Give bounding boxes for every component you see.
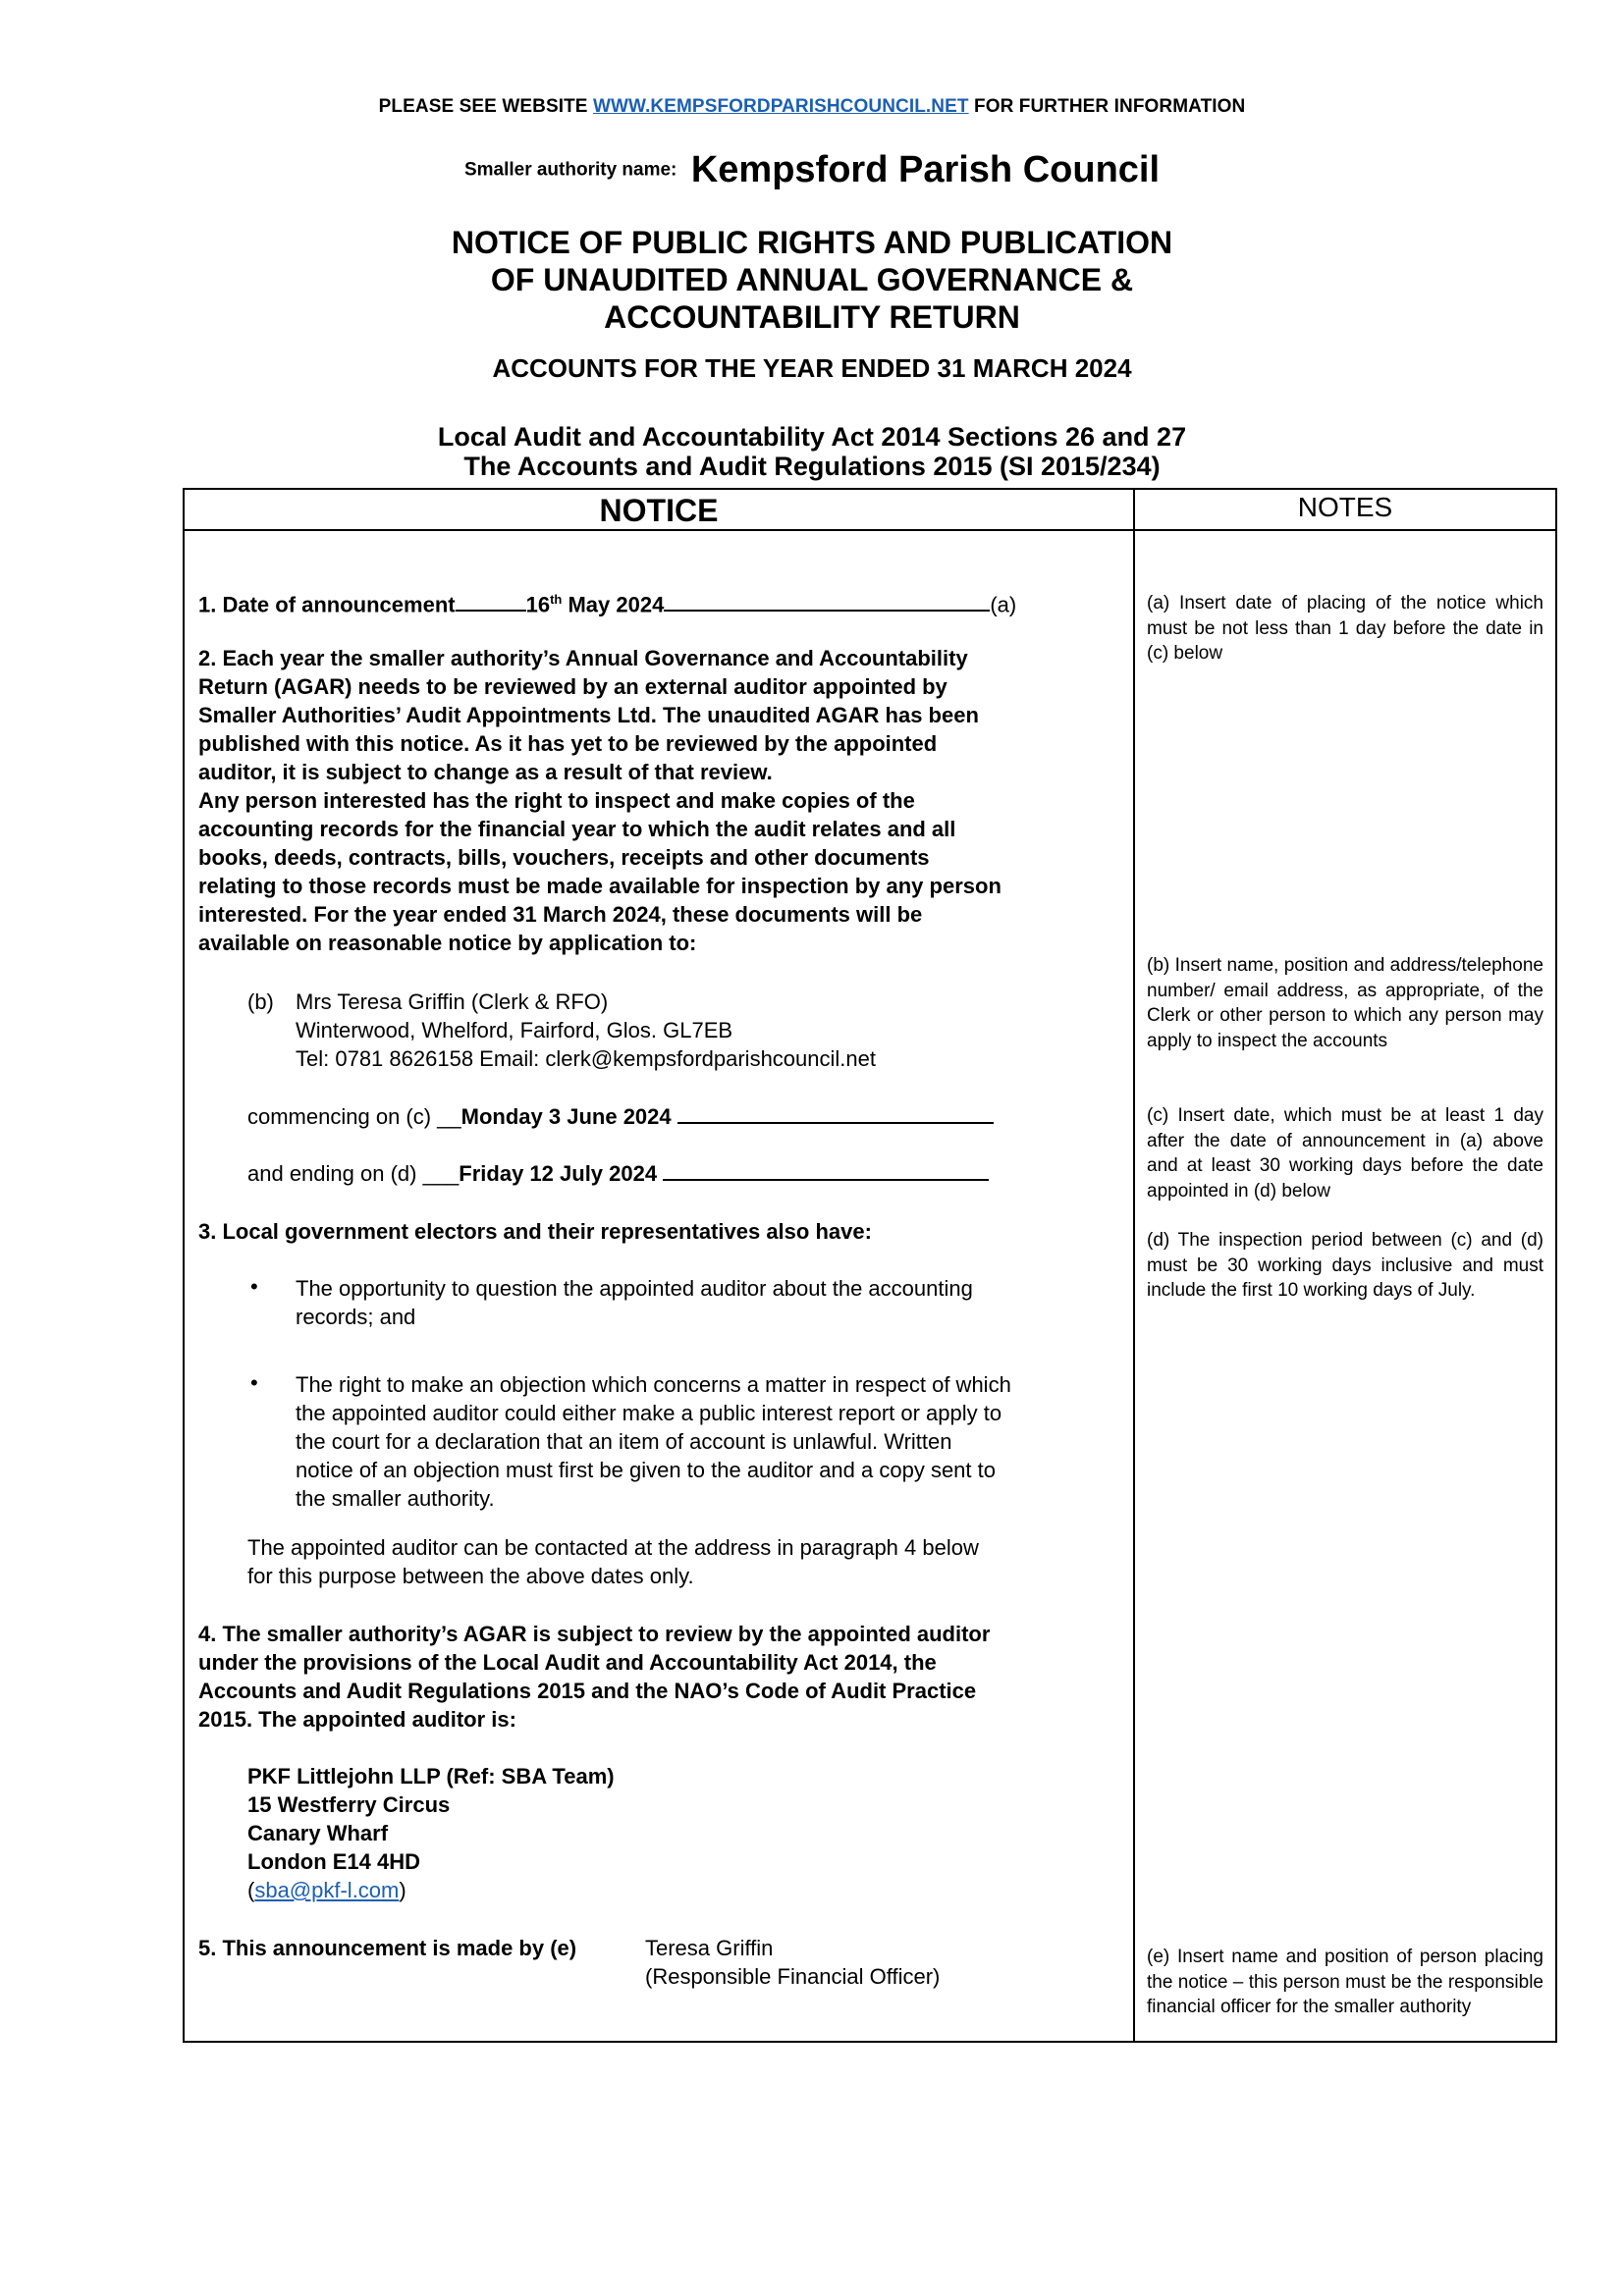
- commencing-label: commencing on (c) __: [247, 1104, 461, 1129]
- p2-line: Any person interested has the right to inspect and make copies of the: [198, 788, 915, 813]
- p4-line: under the provisions of the Local Audit and Accountability Act 2014, the: [198, 1650, 937, 1675]
- bullet-2-line: the court for a declaration that an item of account is unlawful. Written: [296, 1429, 952, 1454]
- contact-phone-email: Tel: 0781 8626158 Email: clerk@kempsfordparishcouncil.net: [296, 1046, 876, 1071]
- commencing-date: Monday 3 June 2024: [460, 1104, 672, 1129]
- p2-line: accounting records for the financial year to which the audit relates and all: [198, 817, 956, 841]
- notice-column-header: NOTICE: [599, 493, 719, 528]
- announcement-month-year: May 2024: [562, 592, 665, 617]
- p2-line: relating to those records must be made available for inspection by any person: [198, 874, 1001, 898]
- paragraph-3-heading: 3. Local government electors and their representatives also have:: [198, 1219, 872, 1244]
- bullet-dot: •: [250, 1370, 258, 1395]
- auditor-city: London E14 4HD: [247, 1849, 421, 1874]
- legislation-heading: [0, 422, 1624, 481]
- notes-column-header: NOTES: [1297, 492, 1393, 522]
- auditor-email-link[interactable]: sba@pkf-l.com: [254, 1878, 400, 1902]
- p2-line: books, deeds, contracts, bills, vouchers, receipts and other documents: [198, 845, 930, 870]
- announcer-role: (Responsible Financial Officer): [645, 1964, 941, 1989]
- bullet-1: [296, 1274, 1116, 1331]
- p3-tail-line: for this purpose between the above dates only.: [247, 1564, 694, 1588]
- auditor-name: PKF Littlejohn LLP (Ref: SBA Team): [247, 1764, 615, 1789]
- announcement-by-label: 5. This announcement is made by (e): [198, 1936, 577, 1960]
- p4-line: 4. The smaller authority’s AGAR is subject to review by the appointed auditor: [198, 1622, 991, 1646]
- authority-line: [0, 149, 1624, 191]
- p2-line: published with this notice. As it has yet to be reviewed by the appointed: [198, 731, 938, 756]
- p2-line: available on reasonable notice by application to:: [198, 931, 697, 955]
- authority-name: Kempsford Parish Council: [690, 149, 1161, 190]
- announcement-day: 16: [525, 592, 551, 617]
- commencing-line: [247, 1102, 1131, 1131]
- header-divider: [185, 529, 1555, 531]
- auditor-address: [247, 1762, 935, 1904]
- announcement-date-line: [198, 585, 1082, 618]
- bullet-2-line: notice of an objection must first be given to the auditor and a copy sent to: [296, 1458, 996, 1482]
- website-notice: [0, 96, 1624, 118]
- ending-label: and ending on (d) ___: [247, 1161, 460, 1186]
- p3-tail-line: The appointed auditor can be contacted at the address in paragraph 4 below: [247, 1535, 979, 1560]
- act-line-2: The Accounts and Audit Regulations 2015 (SI 2015/234): [463, 452, 1161, 481]
- auditor-street: 15 Westferry Circus: [247, 1792, 451, 1817]
- p2-line: auditor, it is subject to change as a result of that review.: [198, 760, 773, 784]
- announcer-name: Teresa Griffin: [645, 1936, 774, 1960]
- note-e: (e) Insert name and position of person placing the notice – this person must be the responsible financial officer for the smaller authority: [1147, 1947, 1543, 2017]
- paragraph-4: [198, 1620, 1116, 1734]
- p4-line: Accounts and Audit Regulations 2015 and the NAO’s Code of Audit Practice: [198, 1679, 977, 1703]
- title-line-1: NOTICE OF PUBLIC RIGHTS AND PUBLICATION: [451, 225, 1173, 260]
- contact-name: Mrs Teresa Griffin (Clerk & RFO): [296, 989, 609, 1014]
- announcer: [645, 1934, 1077, 1991]
- authority-label: Smaller authority name:: [463, 159, 677, 181]
- note-c: (c) Insert date, which must be at least 1 day after the date of announcement in (a) above and at least 30 working days before the date appointed in (d) below: [1147, 1105, 1543, 1201]
- bullet-2-line: the smaller authority.: [296, 1486, 495, 1511]
- note-a: (a) Insert date of placing of the notice which must be not less than 1 day before the date in (c) below: [1147, 593, 1543, 664]
- title-line-2: OF UNAUDITED ANNUAL GOVERNANCE &: [490, 262, 1134, 297]
- contact-details: [296, 988, 1101, 1073]
- bullet-1-line: records; and: [296, 1305, 416, 1329]
- announcement-day-suffix: th: [550, 592, 563, 607]
- website-suffix: FOR FURTHER INFORMATION: [968, 96, 1246, 117]
- column-divider: [1133, 490, 1135, 2041]
- p2-line: Return (AGAR) needs to be reviewed by an external auditor appointed by: [198, 674, 947, 699]
- act-line-1: Local Audit and Accountability Act 2014 Sections 26 and 27: [437, 422, 1187, 452]
- website-link[interactable]: WWW.KEMPSFORDPARISHCOUNCIL.NET: [592, 96, 969, 117]
- accounts-year-heading: ACCOUNTS FOR THE YEAR ENDED 31 MARCH 2024: [492, 353, 1132, 383]
- paren-open: (: [247, 1878, 255, 1902]
- paragraph-3-tail: [247, 1533, 1116, 1590]
- ending-line: [247, 1159, 1131, 1188]
- note-b: (b) Insert name, position and address/telephone number/ email address, as appropriate, of the Clerk or other person to which any person may apply to inspect the accounts: [1147, 955, 1543, 1051]
- auditor-area: Canary Wharf: [247, 1821, 389, 1845]
- bullet-2: [296, 1370, 1116, 1513]
- p2-line: 2. Each year the smaller authority’s Annual Governance and Accountability: [198, 646, 968, 670]
- announcement-ref: (a): [990, 592, 1017, 617]
- bullet-dot: •: [250, 1274, 258, 1299]
- p2-line: Smaller Authorities’ Audit Appointments Ltd. The unaudited AGAR has been: [198, 703, 979, 727]
- bullet-2-line: The right to make an objection which concerns a matter in respect of which: [296, 1372, 1011, 1397]
- bullet-1-line: The opportunity to question the appointed auditor about the accounting: [296, 1276, 973, 1301]
- ending-date: Friday 12 July 2024: [459, 1161, 658, 1186]
- p2-line: interested. For the year ended 31 March 2024, these documents will be: [198, 902, 923, 927]
- page-title: [0, 224, 1624, 336]
- auditor-email-line: [247, 1876, 935, 1904]
- paren-close: ): [399, 1878, 406, 1902]
- contact-address: Winterwood, Whelford, Fairford, Glos. GL7EB: [296, 1018, 733, 1042]
- bullet-2-line: the appointed auditor could either make a public interest report or apply to: [296, 1401, 1002, 1425]
- note-d: (d) The inspection period between (c) and (d) must be 30 working days inclusive and must include the first 10 working days of July.: [1147, 1230, 1543, 1301]
- announcement-label: 1. Date of announcement: [198, 592, 456, 617]
- website-prefix: PLEASE SEE WEBSITE: [378, 96, 593, 117]
- p4-line: 2015. The appointed auditor is:: [198, 1707, 516, 1732]
- contact-ref: (b): [247, 989, 274, 1014]
- paragraph-2: [198, 644, 1116, 957]
- title-line-3: ACCOUNTABILITY RETURN: [604, 299, 1020, 335]
